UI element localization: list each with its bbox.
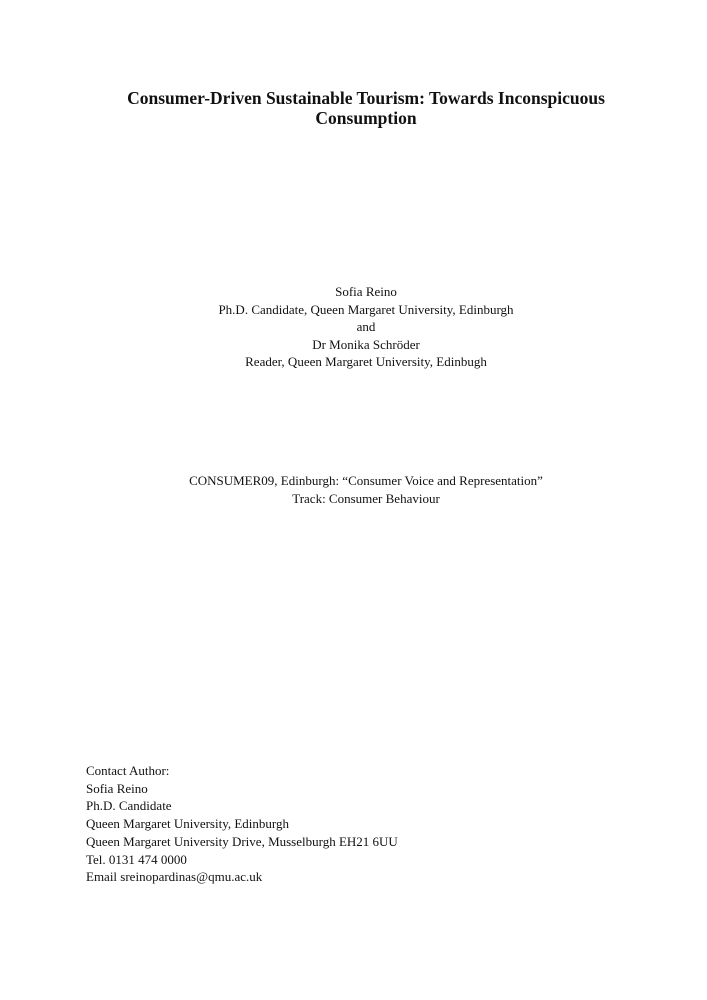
- contact-heading: Contact Author:: [86, 763, 170, 778]
- contact-name: Sofia Reino: [86, 780, 148, 796]
- contact-telephone: Tel. 0131 474 0000: [86, 851, 187, 867]
- paper-title-line-1: Consumer-Driven Sustainable Tourism: Towards Inconspicuous: [127, 88, 605, 108]
- paper-title-line-2: Consumption: [315, 108, 417, 128]
- author-1-affiliation: Ph.D. Candidate, Queen Margaret University, Edinburgh: [218, 301, 514, 317]
- conference-track: Track: Consumer Behaviour: [292, 490, 440, 506]
- paper-title: [100, 88, 632, 128]
- contact-position: Ph.D. Candidate: [86, 798, 172, 814]
- conference-block: [120, 472, 612, 507]
- contact-address: Queen Margaret University Drive, Musselburgh EH21 6UU: [86, 833, 398, 849]
- contact-email: Email sreinopardinas@qmu.ac.uk: [86, 869, 263, 885]
- author-1-name: Sofia Reino: [335, 284, 397, 299]
- conference-event: CONSUMER09, Edinburgh: “Consumer Voice and Representation”: [189, 473, 543, 488]
- contact-block: [86, 762, 606, 886]
- author-block: [150, 283, 582, 371]
- author-2-name: Dr Monika Schröder: [312, 336, 420, 352]
- author-conjunction: and: [356, 319, 376, 334]
- contact-institution: Queen Margaret University, Edinburgh: [86, 816, 290, 832]
- author-2-affiliation: Reader, Queen Margaret University, Edinbugh: [245, 354, 487, 369]
